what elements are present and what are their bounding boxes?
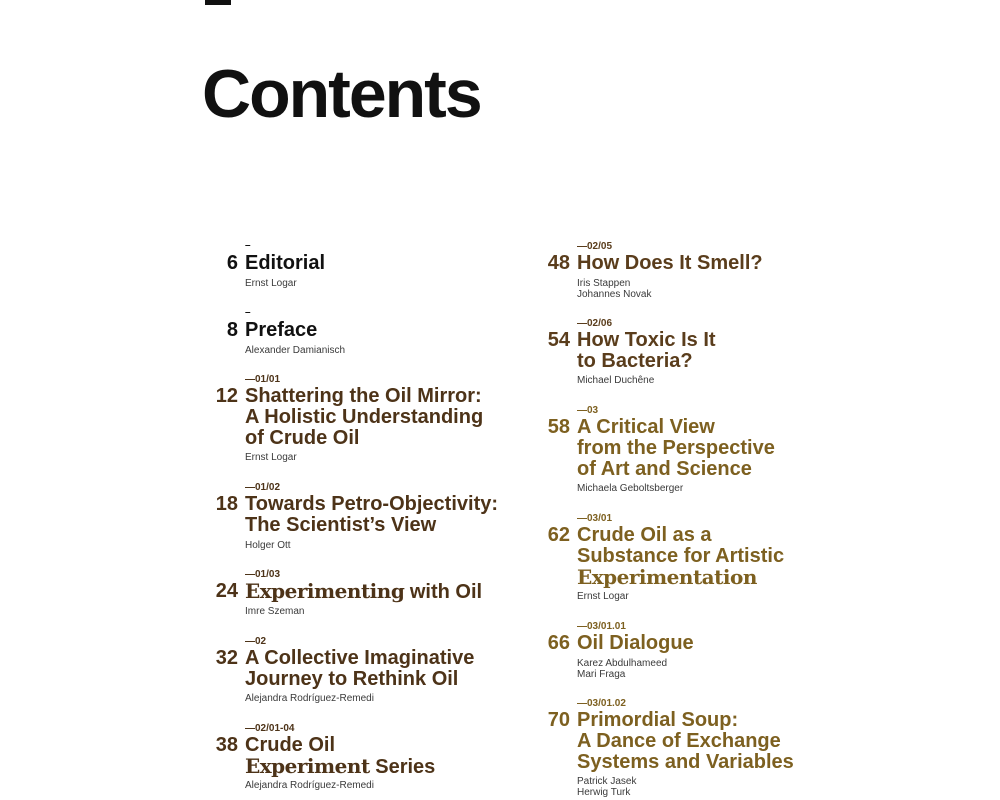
toc-authors [245,606,304,617]
toc-author: Imre Szeman [245,606,305,617]
toc-title-text: A Collective Imaginative [245,647,475,669]
toc-page-number: 38 [215,734,238,756]
toc-author: Patrick Jasek [577,776,637,787]
toc-title-text: A Dance of Exchange [577,730,781,752]
toc-title[interactable] [245,320,317,341]
toc-title-line [577,253,763,274]
toc-title-line [245,428,483,449]
toc-author: Michaela Geboltsberger [577,483,684,494]
toc-title-text: Crude Oil [245,734,336,756]
toc-section-number: —03 [577,405,599,416]
toc-title[interactable] [245,581,482,603]
toc-page-number: 24 [215,580,238,602]
toc-page-number: 6 [226,252,238,274]
toc-page-number: 32 [215,647,238,669]
toc-section-number: —02/05 [577,241,613,252]
toc-author: Ernst Logar [245,278,297,289]
toc-authors [577,658,667,680]
toc-section-number: —01/03 [245,569,281,580]
toc-title-text: Systems and Variables [577,751,794,773]
toc-title-text: How Does It Smell? [577,252,763,274]
toc-title-text: of Crude Oil [245,427,360,449]
toc-authors [245,278,297,289]
page-title: Contents [202,56,481,132]
toc-page-number: 54 [547,329,570,351]
toc-title-line [245,386,483,407]
toc-title-text: The Scientist’s View [245,514,437,536]
toc-section-number: —03/01.01 [577,621,626,632]
toc-title-line [245,648,474,669]
toc-page-number: 12 [215,385,238,407]
toc-title-text: Editorial [245,252,326,274]
toc-section-number: —03/01.02 [577,698,626,709]
toc-author: Alexander Damianisch [245,345,346,356]
toc-title[interactable] [577,417,775,480]
toc-title[interactable] [245,735,435,778]
toc-author: Ernst Logar [245,452,297,463]
header-dash [205,0,231,5]
toc-title-line [245,669,474,690]
toc-title-line [577,525,784,546]
toc-title-line [577,567,784,589]
toc-title-text: Experimenting [245,579,405,603]
toc-title-line [577,459,775,480]
toc-title-text: How Toxic Is It [577,329,716,351]
toc-section-number: – [245,307,251,318]
toc-page-number: 70 [547,709,570,731]
toc-section-number: —02 [245,636,267,647]
toc-title-text: to Bacteria? [577,350,693,372]
toc-title-text: Series [369,756,436,778]
toc-section-number: —01/02 [245,482,281,493]
toc-section-number: —02/01-04 [245,723,295,734]
toc-author: Mari Fraga [577,669,626,680]
toc-page-number: 48 [547,252,570,274]
toc-authors [577,776,636,798]
toc-authors [577,591,629,602]
toc-title[interactable] [245,386,483,449]
toc-authors [245,540,291,551]
toc-title-text: Primordial Soup: [577,709,739,731]
toc-title-text: Crude Oil as a [577,524,712,546]
toc-title[interactable] [245,494,498,536]
toc-title[interactable] [577,253,763,274]
toc-title-line [245,253,325,274]
toc-title-text: with Oil [404,581,483,603]
toc-authors [245,452,297,463]
toc-title-text: Preface [245,319,318,341]
toc-title-line [577,417,775,438]
toc-title-line [245,581,482,603]
toc-title-line [577,438,775,459]
toc-section-number: —03/01 [577,513,613,524]
toc-title-line [245,735,435,756]
toc-page-number: 18 [215,493,238,515]
toc-title-line [577,351,716,372]
toc-title[interactable] [577,525,784,589]
toc-title[interactable] [577,330,716,372]
toc-title-line [577,710,794,731]
toc-title[interactable] [577,633,694,654]
toc-title-text: Substance for Artistic [577,545,785,567]
toc-title-line [577,752,794,773]
toc-title-text: A Critical View [577,416,715,438]
toc-title-text: Experiment [245,754,370,778]
toc-title[interactable] [245,253,325,274]
toc-author: Herwig Turk [577,787,631,798]
toc-title-line [577,546,784,567]
toc-title-line [245,756,435,778]
toc-authors [577,278,652,300]
toc-author: Alejandra Rodríguez-Remedi [245,780,374,791]
toc-section-number: – [245,240,251,251]
toc-title-line [245,515,498,536]
toc-page-number: 62 [547,524,570,546]
toc-author: Iris Stappen [577,278,631,289]
toc-title-text: Shattering the Oil Mirror: [245,385,482,407]
toc-section-number: —01/01 [245,374,281,385]
toc-title-line [245,494,498,515]
toc-title[interactable] [577,710,794,773]
toc-section-number: —02/06 [577,318,613,329]
toc-title-text: A Holistic Understanding [245,406,484,428]
toc-title-text: Towards Petro-Objectivity: [245,493,499,515]
toc-authors [245,693,374,704]
toc-author: Johannes Novak [577,289,652,300]
toc-author: Holger Ott [245,540,291,551]
toc-authors [577,483,683,494]
toc-page-number: 66 [547,632,570,654]
toc-authors [245,780,374,791]
toc-author: Alejandra Rodríguez-Remedi [245,693,374,704]
toc-title-text: Oil Dialogue [577,632,694,654]
toc-title-text: of Art and Science [577,458,752,480]
toc-page-number: 8 [226,319,238,341]
toc-title-line [577,731,794,752]
toc-title-line [245,320,317,341]
toc-title-text: from the Perspective [577,437,775,459]
toc-title[interactable] [245,648,474,690]
toc-title-line [577,633,694,654]
toc-author: Karez Abdulhameed [577,658,668,669]
toc-title-line [245,407,483,428]
toc-author: Ernst Logar [577,591,629,602]
toc-title-text: Experimentation [577,565,757,589]
toc-title-line [577,330,716,351]
toc-authors [577,375,654,386]
toc-author: Michael Duchêne [577,375,655,386]
toc-authors [245,345,345,356]
toc-title-text: Journey to Rethink Oil [245,668,459,690]
toc-page-number: 58 [547,416,570,438]
